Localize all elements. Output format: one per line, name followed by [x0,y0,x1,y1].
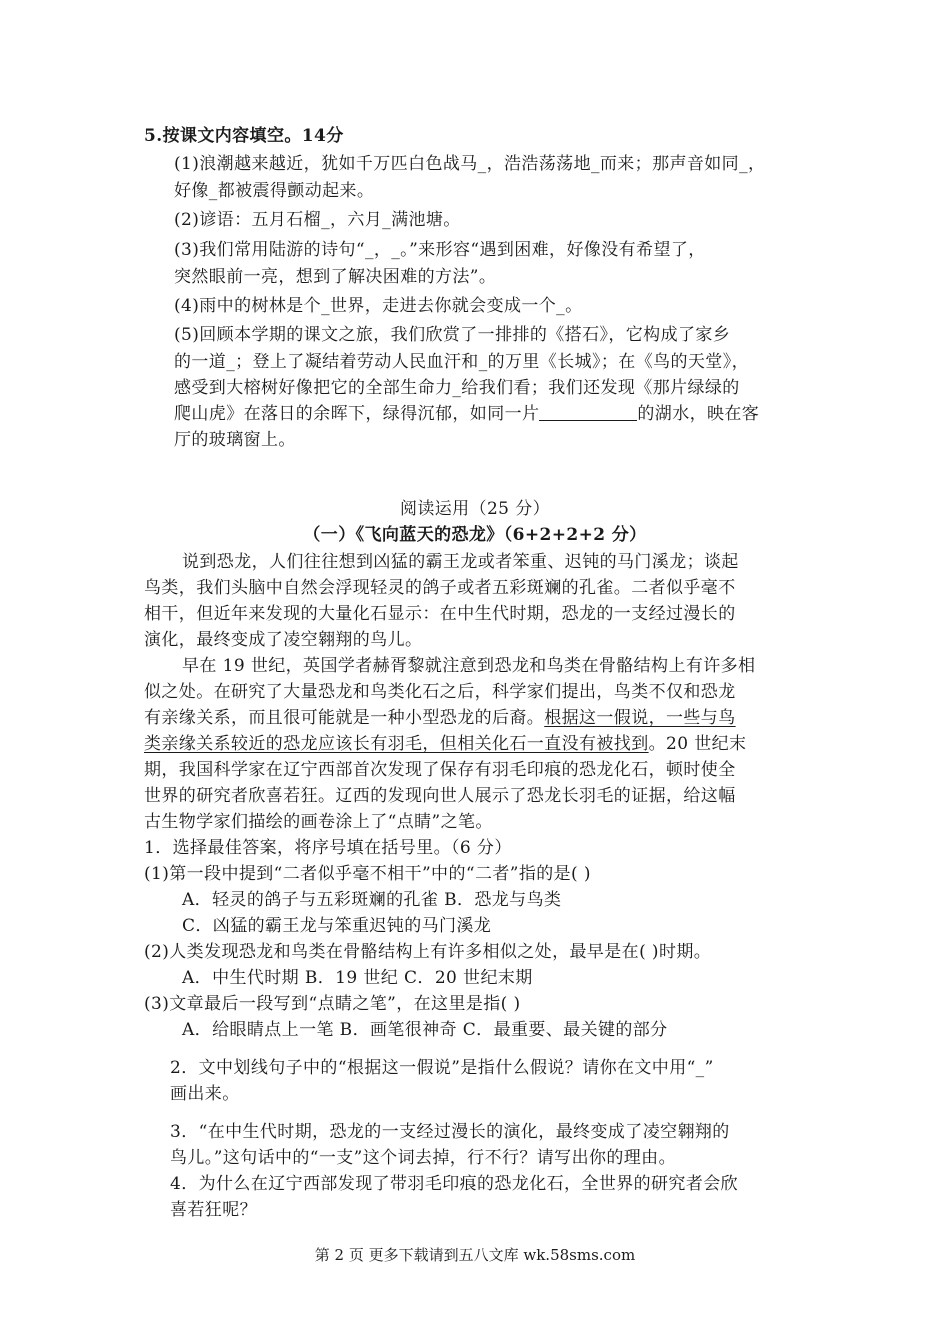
q5-line-part: 的湖水，映在客 [637,404,760,424]
q5-line: (3)我们常用陆游的诗句“_，_。”来形容“遇到困难，好像没有希望了， [174,240,706,260]
question-item: 2．文中划线句子中的“根据这一假说”是指什么假说？请你在文中用“_” [170,1058,714,1078]
question-item: 画出来。 [170,1084,240,1104]
q5-line: 厅的玻璃窗上。 [174,430,296,450]
question-options: A．给眼睛点上一笔 B．画笔很神奇 C．最重要、最关键的部分 [182,1020,668,1040]
passage-line: 期，我国科学家在辽宁西部首次发现了保存有羽毛印痕的恐龙化石，顿时使全 [144,760,736,780]
reading-heading: 阅读运用（25 分） [399,499,551,519]
q5-line-part: 爬山虎》在落日的余晖下，绿得沉郁，如同一片 [174,404,540,424]
question-item: 4．为什么在辽宁西部发现了带羽毛印痕的恐龙化石，全世界的研究者会欣 [170,1174,739,1194]
q5-line: 感受到大榕树好像把它的全部生命力_给我们看；我们还发现《那片绿绿的 [174,378,740,398]
q5-line: (2)谚语：五月石榴_，六月_满池塘。 [174,210,461,230]
question-item: 3．“在中生代时期，恐龙的一支经过漫长的演化，最终变成了凌空翱翔的 [170,1122,730,1142]
q5-line [174,402,759,426]
question-options: A．中生代时期 B．19 世纪 C．20 世纪末期 [182,968,533,988]
question-item: (1)第一段中提到“二者似乎毫不相干”中的“二者”指的是( ) [144,864,591,884]
passage-line: 相干，但近年来发现的大量化石显示：在中生代时期，恐龙的一支经过漫长的 [144,604,736,624]
q5-line: (1)浪潮越来越近，犹如千万匹白色战马_，浩浩荡荡地_而来；那声音如同_， [174,154,766,174]
question-options: A．轻灵的鸽子与五彩斑斓的孔雀 B．恐龙与鸟类 [182,890,562,910]
q5-title: 5.按课文内容填空。14分 [144,126,344,146]
answer-blank [539,404,637,421]
passage-line: 鸟类，我们头脑中自然会浮现轻灵的鸽子或者五彩斑斓的孔雀。二者似乎毫不 [144,578,736,598]
q5-line: 好像_都被震得颤动起来。 [174,181,375,201]
q5-line: 的一道_；登上了凝结着劳动人民血汗和_的万里《长城》；在《鸟的天堂》， [174,352,749,372]
question-item: (2)人类发现恐龙和鸟类在骨骼结构上有许多相似之处，最早是在( )时期。 [144,942,712,962]
question-item: 喜若狂呢？ [170,1200,257,1220]
question-title: 1．选择最佳答案，将序号填在括号里。（6 分） [144,838,512,858]
q5-line: (4)雨中的树林是个_世界，走进去你就会变成一个_。 [174,296,583,316]
underlined-sentence: 类亲缘关系较近的恐龙应该长有羽毛，但相关化石一直没有被找到 [144,734,649,754]
passage-line: 说到恐龙，人们往往想到凶猛的霸王龙或者笨重、迟钝的马门溪龙；谈起 [182,552,739,572]
passage-line: 世界的研究者欣喜若狂。辽西的发现向世人展示了恐龙长羽毛的证据，给这幅 [144,786,736,806]
passage-line: 似之处。在研究了大量恐龙和鸟类化石之后，科学家们提出，鸟类不仅和恐龙 [144,682,736,702]
passage-line: 演化，最终变成了凌空翱翔的鸟儿。 [144,630,423,650]
page-footer: 第 2 页 更多下载请到五八文库 wk.58sms.com [314,1246,636,1264]
reading-subheading: （一）《飞向蓝天的恐龙》（6+2+2+2 分） [303,525,647,545]
passage-text: 有亲缘关系，而且很可能就是一种小型恐龙的后裔。 [144,708,545,728]
question-options: C．凶猛的霸王龙与笨重迟钝的马门溪龙 [182,916,492,936]
passage-text: 。20 世纪末 [648,734,747,754]
question-item: 鸟儿。”这句话中的“一支”这个词去掉，行不行？请写出你的理由。 [170,1148,676,1168]
passage-line: 早在 19 世纪，英国学者赫胥黎就注意到恐龙和鸟类在骨骼结构上有许多相 [182,656,756,676]
q5-line: (5)回顾本学期的课文之旅，我们欣赏了一排排的《搭石》，它构成了家乡 [174,325,731,345]
underlined-sentence: 根据这一假说，一些与鸟 [544,708,736,728]
q5-line: 突然眼前一亮，想到了解决困难的方法”。 [174,267,497,287]
passage-line [144,732,746,756]
passage-line [144,706,736,730]
question-item: (3)文章最后一段写到“点睛之笔”，在这里是指( ) [144,994,521,1014]
passage-line: 古生物学家们描绘的画卷涂上了“点睛”之笔。 [144,812,493,832]
